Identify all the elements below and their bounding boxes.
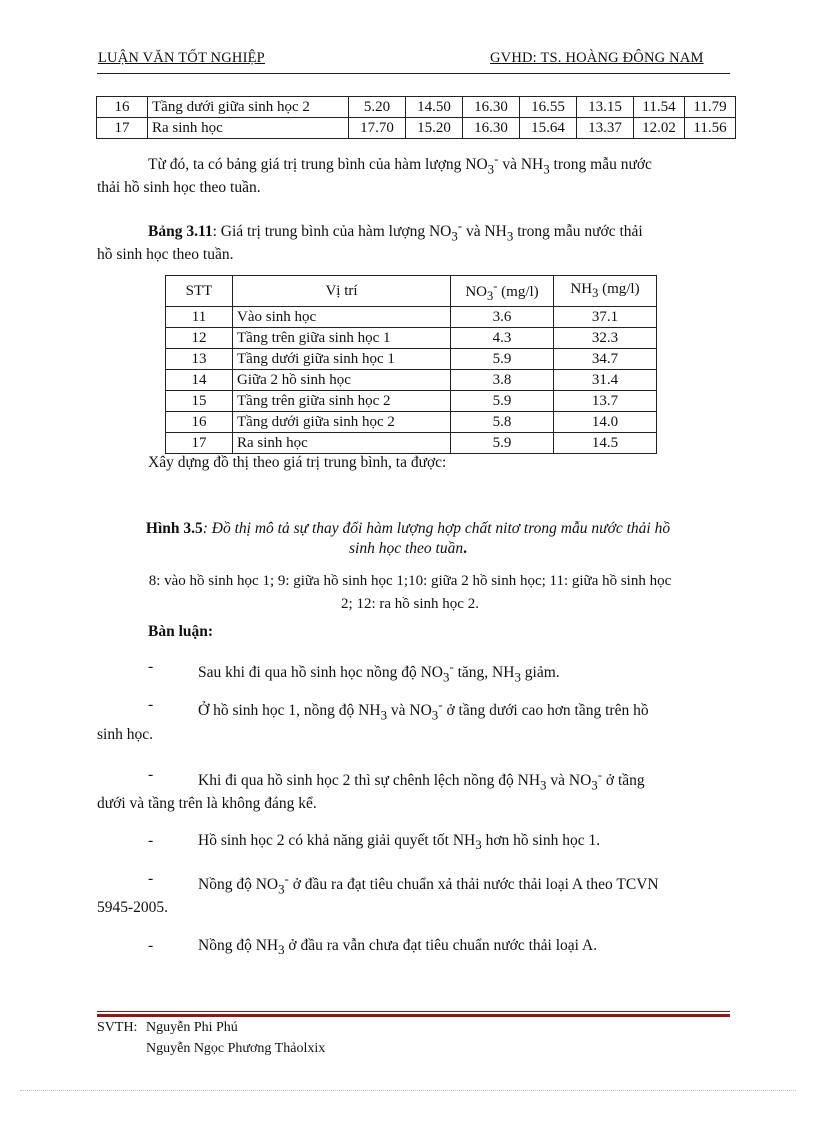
table-caption-line2: hồ sinh học theo tuần. (97, 246, 234, 263)
cell-nh3: 37.1 (554, 307, 657, 328)
page-edge-dots (20, 1090, 796, 1091)
cell-no3: 5.9 (451, 391, 554, 412)
cell-value: 17.70 (349, 118, 406, 139)
cell-no3: 3.6 (451, 307, 554, 328)
header-rule (97, 73, 730, 74)
cell-no3: 5.8 (451, 412, 554, 433)
figure-note-line2: 2; 12: ra hồ sinh học 2. (341, 596, 479, 612)
average-values-table (165, 275, 657, 454)
table-row (97, 97, 736, 118)
cell-value: 11.56 (685, 118, 736, 139)
cell-stt: 15 (166, 391, 233, 412)
table-row (166, 412, 657, 433)
cell-value: 5.20 (349, 97, 406, 118)
header-no3: $NO_3^-$ (mg/l) (451, 276, 554, 307)
cell-value: 16.55 (520, 97, 577, 118)
cell-value: 15.64 (520, 118, 577, 139)
cell-nh3: 14.0 (554, 412, 657, 433)
cell-value: 16.30 (463, 118, 520, 139)
cell-position: Vào sinh học (233, 307, 451, 328)
cell-position: Ra sinh học (233, 433, 451, 454)
footer-rule-thin (97, 1011, 730, 1012)
bullet-dash: - (148, 937, 154, 954)
figure-note: 8: vào hồ sinh học 1; 9: giữa hồ sinh học 1;10: giữa 2 hồ sinh học; 11: giữa hồ sinh học (148, 573, 672, 589)
bullet-3: Khi đi qua hồ sinh học 2 thì sự chênh lệch nồng độ $NH_3$ và $NO_3^-$ ở tầng (198, 767, 645, 793)
paragraph-intro-line2: thải hồ sinh học theo tuần. (97, 179, 261, 196)
header-nh3: $NH_3$ (mg/l) (554, 276, 657, 307)
table-header-row (166, 276, 657, 307)
header-right-advisor: GVHD: TS. HOÀNG ĐÔNG NAM (490, 50, 704, 66)
table-row (166, 433, 657, 454)
page-number: lxix (303, 1041, 326, 1056)
cell-position: Tầng trên giữa sinh học 2 (233, 391, 451, 412)
bullet-2: Ở hồ sinh học 1, nồng độ $NH_3$ và $NO_3^-$ ở tầng dưới cao hơn tầng trên hồ (198, 697, 649, 723)
cell-value: 11.54 (634, 97, 685, 118)
table-row (166, 370, 657, 391)
table-row (166, 391, 657, 412)
cell-value: 15.20 (406, 118, 463, 139)
cell-no3: 5.9 (451, 433, 554, 454)
cell-nh3: 13.7 (554, 391, 657, 412)
footer-student-2: Nguyễn Ngọc Phương Thảolxix (146, 1041, 326, 1056)
bullet-1: Sau khi đi qua hồ sinh học nồng độ $NO_3^-$ tăng, $NH_3$ giảm. (198, 659, 560, 685)
bullet-6: Nồng độ $NH_3$ ở đầu ra vẫn chưa đạt tiêu chuẩn nước thải loại A. (198, 937, 598, 958)
header-stt: STT (166, 276, 233, 307)
cell-position: Tầng trên giữa sinh học 1 (233, 328, 451, 349)
table-caption: Bảng 3.11: Giá trị trung bình của hàm lượng $NO_3^-$ và $NH_3$ trong mẫu nước thải (148, 218, 643, 244)
bullet-dash: - (148, 766, 154, 783)
cell-stt: 11 (166, 307, 233, 328)
cell-value: 16.30 (463, 97, 520, 118)
bullet-dash: - (148, 696, 154, 713)
paragraph-intro: Từ đó, ta có bảng giá trị trung bình của hàm lượng $NO_3^-$ và $NH_3$ trong mẫu nước (148, 151, 652, 177)
footer-student-1: Nguyễn Phi Phú (146, 1020, 238, 1035)
table-row (166, 349, 657, 370)
cell-value: 13.15 (577, 97, 634, 118)
cell-stt: 17 (97, 118, 148, 139)
footer-label: SVTH: (97, 1020, 138, 1035)
bullet-4: Hồ sinh học 2 có khả năng giải quyết tốt $NH_3$ hơn hồ sinh học 1. (198, 832, 601, 853)
cell-value: 11.79 (685, 97, 736, 118)
bullet-dash: - (148, 832, 154, 849)
bullet-dash: - (148, 658, 154, 675)
table-row (166, 307, 657, 328)
cell-no3: 3.8 (451, 370, 554, 391)
figure-caption: Hình 3.5: Đồ thị mô tả sự thay đổi hàm lượng hợp chất nitơ trong mẫu nước thải hồ (145, 520, 671, 537)
cell-nh3: 32.3 (554, 328, 657, 349)
cell-position: Ra sinh học (148, 118, 349, 139)
continued-data-table (96, 96, 736, 139)
cell-value: 12.02 (634, 118, 685, 139)
table-row (97, 118, 736, 139)
cell-nh3: 14.5 (554, 433, 657, 454)
header-left-title: LUẬN VĂN TỐT NGHIỆP (98, 50, 265, 66)
cell-nh3: 34.7 (554, 349, 657, 370)
cell-value: 14.50 (406, 97, 463, 118)
cell-stt: 16 (166, 412, 233, 433)
bullet-5: Nồng độ $NO_3^-$ ở đầu ra đạt tiêu chuẩn xả thải nước thải loại A theo TCVN (198, 871, 659, 897)
cell-no3: 5.9 (451, 349, 554, 370)
cell-position: Giữa 2 hồ sinh học (233, 370, 451, 391)
paragraph-build-chart: Xây dựng đồ thị theo giá trị trung bình, ta được: (148, 454, 447, 471)
cell-stt: 14 (166, 370, 233, 391)
cell-stt: 16 (97, 97, 148, 118)
cell-nh3: 31.4 (554, 370, 657, 391)
bullet-3-line2: dưới và tầng trên là không đáng kể. (97, 795, 317, 812)
cell-stt: 17 (166, 433, 233, 454)
cell-position: Tầng dưới giữa sinh học 2 (233, 412, 451, 433)
cell-position: Tầng dưới giữa sinh học 2 (148, 97, 349, 118)
header-position: Vị trí (233, 276, 451, 307)
cell-value: 13.37 (577, 118, 634, 139)
figure-caption-line2: sinh học theo tuần. (349, 540, 467, 557)
cell-no3: 4.3 (451, 328, 554, 349)
bullet-2-line2: sinh học. (97, 726, 153, 743)
discussion-title: Bàn luận: (148, 623, 214, 640)
bullet-dash: - (148, 870, 154, 887)
footer-rule-thick (97, 1014, 730, 1017)
cell-stt: 12 (166, 328, 233, 349)
bullet-5-line2: 5945-2005. (97, 899, 169, 916)
table-row (166, 328, 657, 349)
cell-stt: 13 (166, 349, 233, 370)
cell-position: Tầng dưới giữa sinh học 1 (233, 349, 451, 370)
